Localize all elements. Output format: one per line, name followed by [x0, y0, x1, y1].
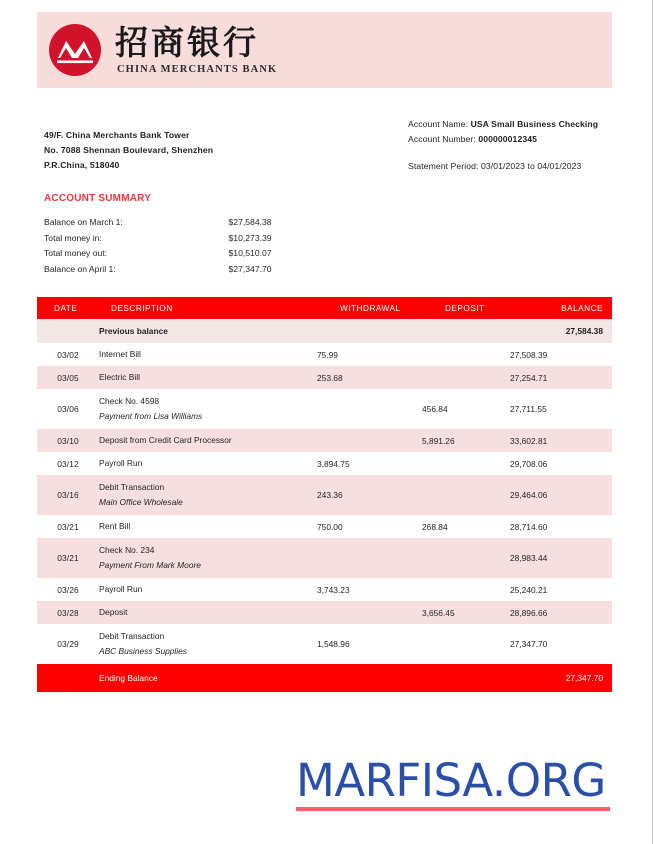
- description-subtitle: Payment from Lisa Williams: [99, 410, 203, 421]
- cell-date: 03/06: [57, 404, 79, 414]
- table-row: [37, 366, 612, 389]
- account-summary-title: ACCOUNT SUMMARY: [44, 193, 152, 204]
- cmb-logo-icon: [45, 20, 105, 80]
- cell-date: 03/02: [57, 349, 79, 360]
- bank-name-cn: 招商银行: [115, 23, 259, 63]
- cell-balance: 33,602.81: [510, 429, 612, 452]
- cell-balance: 27,347.70: [510, 639, 548, 649]
- bank-brand: [115, 25, 277, 75]
- ending-balance-withdrawal: [317, 664, 422, 692]
- cell-deposit: [422, 366, 510, 389]
- description-main: Rent Bill: [99, 520, 131, 531]
- watermark: [296, 754, 612, 811]
- cell-balance: 27,254.71: [510, 366, 612, 389]
- description-main: Deposit: [99, 606, 128, 617]
- cell-balance: 27,711.55: [510, 404, 547, 414]
- table-row: [37, 452, 612, 475]
- account-name-label: Account Name:: [408, 119, 469, 129]
- cell-deposit: 5,891.26: [422, 429, 510, 452]
- cell-deposit: [422, 578, 510, 601]
- cell-deposit: [422, 538, 510, 578]
- account-info: [408, 117, 598, 174]
- description-subtitle: Payment From Mark Moore: [99, 559, 201, 570]
- description-subtitle: ABC Business Supplies: [99, 645, 187, 656]
- cell-withdrawal: [317, 538, 422, 578]
- cell-balance: 27,508.39: [510, 349, 548, 360]
- column-header-date: DATE: [37, 297, 99, 319]
- description-main: Debit Transaction: [99, 631, 165, 642]
- cell-withdrawal: [317, 601, 422, 624]
- cell-date: 03/21: [37, 538, 99, 578]
- previous-balance-row: [37, 319, 612, 343]
- cell-description: [99, 578, 317, 601]
- previous-balance-label: Previous balance: [99, 319, 317, 343]
- column-header-balance: BALANCE: [510, 297, 612, 319]
- bank-header-banner: [37, 12, 612, 88]
- cell-description: [99, 515, 317, 538]
- cell-balance: 28,896.66: [510, 601, 612, 624]
- cell-deposit: 3,656.45: [422, 601, 510, 624]
- table-row: [37, 429, 612, 452]
- account-name-row: [408, 117, 598, 132]
- account-summary-table: [44, 217, 334, 279]
- previous-balance-deposit: [422, 319, 510, 343]
- previous-balance-amount: 27,584.38: [510, 319, 612, 343]
- account-number-row: [408, 132, 598, 147]
- cell-withdrawal: 3,743.23: [317, 584, 350, 595]
- cell-description: [99, 429, 317, 452]
- cell-description: [99, 366, 317, 389]
- description-main: Deposit from Credit Card Processor: [99, 434, 232, 445]
- ending-balance-label: Ending Balance: [99, 664, 317, 692]
- table-row: [37, 515, 612, 538]
- transactions-table: [37, 297, 612, 692]
- previous-balance-withdrawal: [317, 319, 422, 343]
- cell-deposit: [422, 624, 510, 664]
- ending-balance-amount: 27,347.70: [510, 664, 612, 692]
- summary-label: Balance on March 1:: [44, 217, 123, 227]
- cell-description: [99, 601, 317, 624]
- description-subtitle: Main Office Wholesale: [99, 496, 183, 507]
- cell-balance: 25,240.21: [510, 584, 548, 595]
- cell-date: 03/21: [57, 521, 79, 532]
- summary-amount: $27,347.70: [228, 263, 272, 274]
- account-number-label: Account Number:: [408, 134, 476, 145]
- statement-period: Statement Period: 03/01/2023 to 04/01/2023: [408, 161, 582, 172]
- address-line-3: P.R.China, 518040: [44, 159, 120, 170]
- transactions-header: [37, 297, 612, 319]
- cell-description: [99, 538, 317, 578]
- cell-date: 03/12: [57, 458, 79, 469]
- table-row: [37, 578, 612, 601]
- bank-name-en: CHINA MERCHANTS BANK: [117, 63, 278, 75]
- address-line-2: No. 7088 Shennan Boulevard, Shenzhen: [44, 144, 214, 155]
- cell-deposit: [422, 475, 510, 515]
- cell-date: 03/16: [37, 475, 99, 515]
- cell-date: 03/05: [37, 366, 99, 389]
- description-main: Check No. 234: [99, 545, 155, 556]
- summary-amount: $27,584.38: [228, 217, 272, 227]
- summary-row: [44, 217, 334, 233]
- description-main: Check No. 4598: [99, 396, 160, 407]
- cell-balance: 29,708.06: [510, 458, 548, 469]
- cell-deposit: [422, 343, 510, 366]
- table-row: [37, 389, 612, 429]
- cell-withdrawal: [317, 389, 422, 429]
- watermark-underline: [296, 807, 610, 811]
- cell-deposit: [422, 452, 510, 475]
- ending-balance-date: [37, 664, 99, 692]
- transactions-body: [37, 319, 612, 692]
- description-main: Payroll Run: [99, 583, 143, 594]
- watermark-text: MARFISA.ORG: [296, 754, 606, 807]
- cell-date: 03/10: [37, 429, 99, 452]
- summary-amount: $10,510.07: [228, 248, 272, 258]
- table-row: [37, 343, 612, 366]
- description-main: Internet Bill: [99, 348, 141, 359]
- description-main: Electric Bill: [99, 371, 140, 382]
- cell-balance: 29,464.06: [510, 475, 612, 515]
- cell-withdrawal: 75.99: [317, 349, 338, 360]
- column-header-description: DESCRIPTION: [99, 297, 317, 319]
- summary-row: [44, 233, 334, 249]
- table-row: [37, 601, 612, 624]
- cell-withdrawal: [317, 429, 422, 452]
- previous-balance-date: [37, 319, 99, 343]
- cell-withdrawal: 253.68: [317, 366, 422, 389]
- table-row: [37, 475, 612, 515]
- cell-description: [99, 475, 317, 515]
- cell-withdrawal: 1,548.96: [317, 639, 350, 649]
- summary-amount: $10,273.39: [228, 232, 272, 243]
- address-line-1: 49/F. China Merchants Bank Tower: [44, 130, 190, 140]
- bank-address: [44, 128, 213, 172]
- cell-description: [99, 389, 317, 429]
- cell-date: 03/28: [37, 601, 99, 624]
- cell-description: [99, 624, 317, 664]
- cell-balance: 28,983.44: [510, 538, 612, 578]
- cell-withdrawal: 750.00: [317, 521, 343, 532]
- cell-date: 03/29: [57, 639, 79, 649]
- ending-balance-row: [37, 664, 612, 692]
- column-header-deposit: DEPOSIT: [422, 297, 510, 319]
- cell-date: 03/26: [57, 584, 79, 595]
- cell-balance: 28,714.60: [510, 521, 548, 532]
- account-name-value: USA Small Business Checking: [470, 119, 599, 129]
- cell-description: [99, 452, 317, 475]
- summary-label: Total money in:: [44, 232, 102, 243]
- transactions-header-row: [37, 297, 612, 319]
- cell-deposit: 268.84: [422, 521, 448, 532]
- cell-deposit: 456.84: [422, 404, 448, 414]
- column-header-withdrawal: WITHDRAWAL: [317, 297, 422, 319]
- summary-label: Balance on April 1:: [44, 263, 116, 274]
- table-row: [37, 538, 612, 578]
- summary-label: Total money out:: [44, 248, 108, 258]
- account-summary-body: [44, 217, 334, 279]
- summary-row: [44, 264, 334, 280]
- description-main: Payroll Run: [99, 457, 143, 468]
- cell-description: [99, 343, 317, 366]
- table-row: [37, 624, 612, 664]
- cell-withdrawal: 3,894.75: [317, 458, 350, 469]
- ending-balance-deposit: [422, 664, 510, 692]
- cell-withdrawal: 243.36: [317, 475, 422, 515]
- account-number-value: 000000012345: [478, 134, 537, 145]
- description-main: Debit Transaction: [99, 482, 165, 493]
- summary-row: [44, 248, 334, 264]
